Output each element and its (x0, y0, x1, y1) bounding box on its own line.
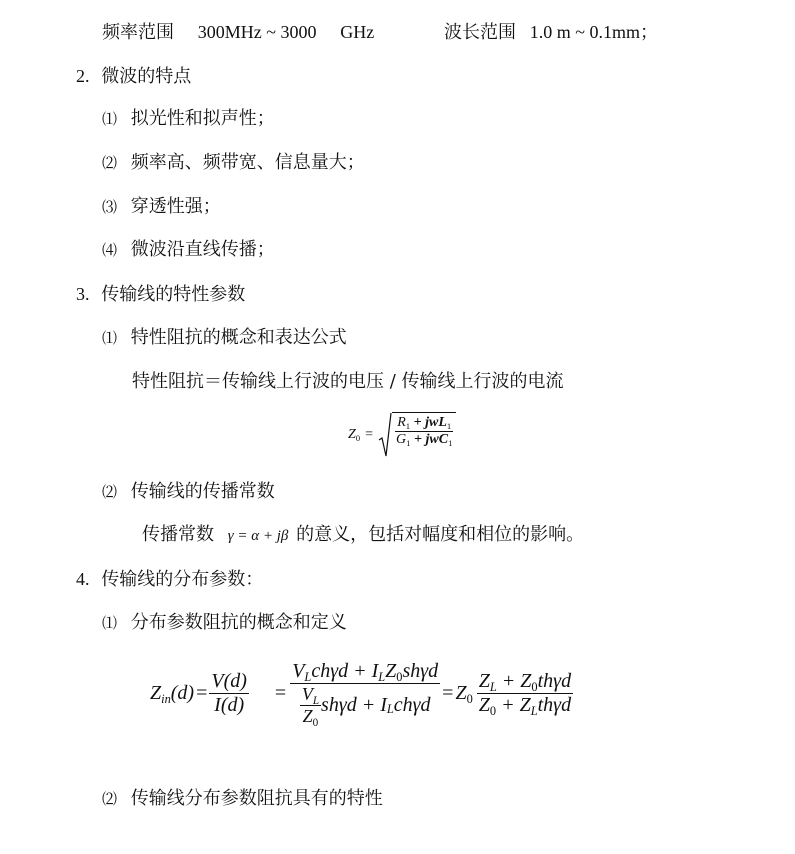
vl-over-z0: $\frac{VL}{Z0}$ (301, 684, 320, 729)
section-4-item-1 (102, 611, 347, 635)
item-text: 传输线分布参数阻抗具有的特性 (130, 788, 383, 809)
current: I(d) (214, 694, 245, 716)
expanded-denominator: $\frac{VL}{Z0}$ shγd + I L chγd (301, 684, 431, 729)
section-2-number: 2. (76, 66, 90, 86)
prop-formula: γ = α + jβ (227, 528, 289, 544)
frequency-wavelength-line (102, 20, 374, 45)
th-denominator: Z0 + ZLthγd (478, 694, 572, 718)
section-4-item-2 (102, 787, 383, 811)
sqrt-body (392, 412, 456, 458)
zin-frac-expanded (290, 660, 440, 727)
item-text: 特性阻抗的概念和表达公式 (130, 327, 347, 348)
section-3-title: 传输线的特性参数 (101, 284, 246, 305)
section-3-item-2 (102, 480, 275, 504)
item-marker: ⑴ (102, 110, 118, 128)
voltage: V(d) (211, 670, 247, 692)
expanded-numerator: VLchγd + ILZ0shγd (292, 660, 439, 684)
section-2-title: 微波的特点 (101, 66, 192, 87)
zin-eq1: = (196, 682, 208, 704)
item-marker: ⑵ (102, 790, 118, 808)
wavelength-line (444, 20, 658, 45)
section-3-heading (76, 282, 245, 307)
section-2-item-2 (102, 151, 365, 175)
freq-unit: GHz (340, 22, 375, 42)
zin-formula (150, 660, 573, 727)
z0-symbol: Z0 (348, 427, 361, 443)
section-2-item-3 (102, 195, 221, 219)
section-4-title: 传输线的分布参数： (101, 569, 264, 590)
prop-text: 的意义，包括对幅度和相位的影响。 (296, 524, 585, 545)
item-marker: ⑷ (102, 241, 118, 259)
characteristic-impedance-definition: 特性阻抗＝传输线上行波的电压 / 传输线上行波的电流 (132, 371, 564, 392)
section-3-item-1 (102, 326, 347, 350)
section-2-item-4 (102, 238, 275, 262)
item-text: 分布参数阻抗的概念和定义 (130, 612, 347, 633)
item-marker: ⑴ (102, 329, 118, 347)
zin-frac-th (477, 670, 573, 717)
z0-denominator: G1 + jwC1 (396, 432, 453, 448)
z0-equals: = (365, 427, 374, 442)
freq-value: 300MHz ~ 3000 (197, 22, 317, 42)
zin-eq3: = (442, 682, 454, 704)
zin-frac-vi (209, 670, 249, 717)
zin-eq2: = (274, 682, 287, 704)
z0-fraction (394, 415, 454, 448)
section-2-item-1 (102, 107, 275, 131)
item-marker: ⑵ (102, 154, 118, 172)
z0-factor: Z0 (455, 682, 473, 706)
sqrt (378, 412, 456, 458)
section-4-number: 4. (76, 569, 90, 589)
freq-label: 频率范围 (102, 22, 174, 43)
prop-label: 传播常数 (142, 524, 214, 545)
wave-label: 波长范围 (444, 22, 516, 43)
wave-value: 1.0 m ~ 0.1mm； (529, 22, 658, 42)
section-4-heading (76, 567, 263, 592)
section-2-heading (76, 64, 191, 89)
item-marker: ⑶ (102, 198, 118, 216)
th-numerator: ZL + Z0thγd (478, 670, 572, 694)
item-text: 穿透性强； (130, 196, 221, 217)
section-3-number: 3. (76, 284, 90, 304)
item-marker: ⑴ (102, 614, 118, 632)
propagation-constant-line (142, 523, 584, 548)
z0-formula (348, 412, 456, 458)
item-text: 微波沿直线传播； (130, 239, 275, 260)
item-marker: ⑵ (102, 483, 118, 501)
item-text: 拟光性和拟声性； (130, 108, 275, 129)
item-text: 频率高、频带宽、信息量大； (130, 152, 365, 173)
item-text: 传输线的传播常数 (130, 481, 275, 502)
sqrt-radical-icon (378, 412, 392, 458)
zin-symbol: Zin(d) (150, 682, 195, 706)
z0-numerator: R1 + jwL1 (397, 415, 452, 431)
